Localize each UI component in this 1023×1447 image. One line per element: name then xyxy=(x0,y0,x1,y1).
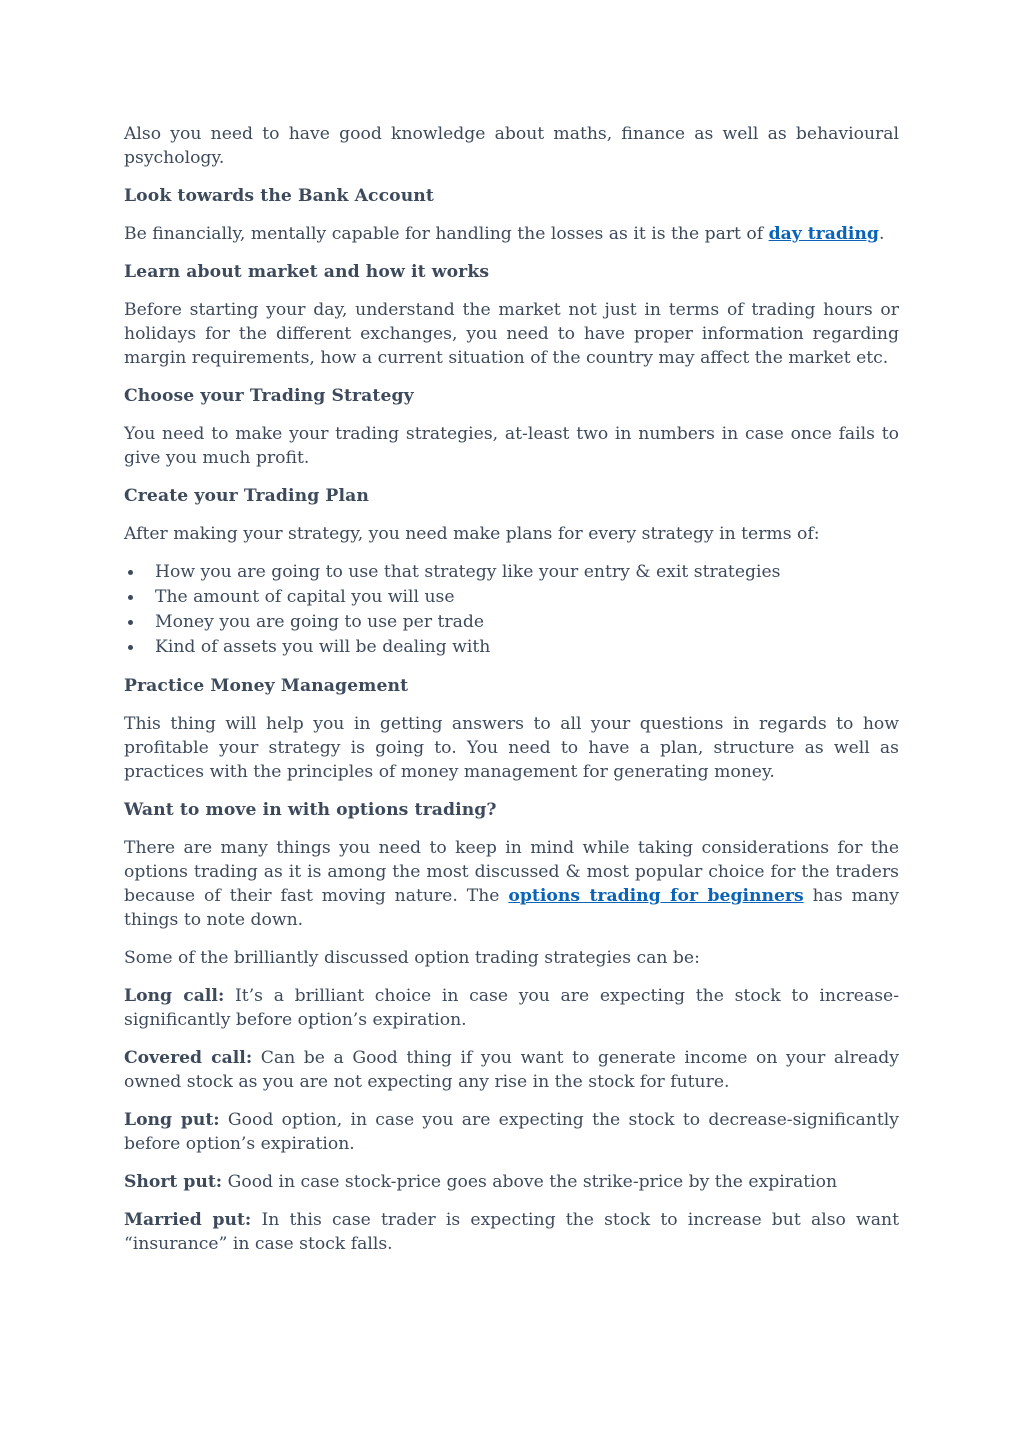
plan-bullet-list xyxy=(124,560,899,660)
list-item xyxy=(124,560,899,585)
bullet-icon xyxy=(128,620,133,625)
strategy-text: It’s a brilliant choice in case you are expecting the stock to increase-significantly before option’s expiration. xyxy=(124,986,900,1030)
strategy-married-put xyxy=(124,1208,899,1256)
strategy-label: Married put: xyxy=(124,1210,252,1230)
strategy-paragraph: You need to make your trading strategies, at-least two in numbers in case once fails to give you much profit. xyxy=(124,424,899,468)
options-text: There are many things you need to keep in mind while taking considerations for the options trading as it is among the most discussed & most popular choice for the traders because of their fast moving nature. The xyxy=(124,838,899,906)
bank-text-end: . xyxy=(878,224,885,244)
strategy-text: Good option, in case you are expecting the stock to decrease-significantly before option’s expiration. xyxy=(124,1110,899,1154)
bullet-icon xyxy=(128,645,133,650)
day-trading-link[interactable]: day trading xyxy=(768,224,879,244)
list-item-text: Kind of assets you will be dealing with xyxy=(155,637,491,657)
strategy-label: Covered call: xyxy=(124,1048,253,1068)
document-page xyxy=(124,122,899,1270)
strategy-label: Short put: xyxy=(124,1172,223,1192)
strategy-long-call xyxy=(124,984,899,1032)
strategy-text: Can be a Good thing if you want to generate income on your already owned stock as you are not expecting any rise in the stock for future. xyxy=(124,1048,899,1092)
heading-trading-strategy: Choose your Trading Strategy xyxy=(124,386,414,406)
market-paragraph: Before starting your day, understand the market not just in terms of trading hours or holidays for the different exchanges, you need to have proper information regarding margin requirements, how a current situation of the country may affect the market etc. xyxy=(124,300,899,368)
options-text-end: has many things to note down. xyxy=(124,886,900,930)
heading-money-management: Practice Money Management xyxy=(124,676,409,696)
heading-bank-account: Look towards the Bank Account xyxy=(124,186,434,206)
list-item-text: The amount of capital you will use xyxy=(155,587,455,607)
heading-learn-market: Learn about market and how it works xyxy=(124,262,490,282)
money-paragraph: This thing will help you in getting answers to all your questions in regards to how profitable your strategy is going to. You need to have a plan, structure as well as practices with the principles of money management for generating money. xyxy=(124,714,899,782)
strategy-long-put xyxy=(124,1108,899,1156)
list-item xyxy=(124,610,899,635)
strategies-lead-paragraph: Some of the brilliantly discussed option trading strategies can be: xyxy=(124,948,700,968)
strategy-text: In this case trader is expecting the stock to increase but also want “insurance” in case stock falls. xyxy=(124,1210,899,1254)
intro-paragraph: Also you need to have good knowledge about maths, finance as well as behavioural psychology. xyxy=(124,124,899,168)
bullet-icon xyxy=(128,595,133,600)
list-item xyxy=(124,585,899,610)
strategy-text: Good in case stock-price goes above the strike-price by the expiration xyxy=(222,1172,838,1192)
bank-paragraph xyxy=(124,222,899,246)
strategy-covered-call xyxy=(124,1046,899,1094)
heading-options-trading: Want to move in with options trading? xyxy=(124,800,497,820)
heading-trading-plan: Create your Trading Plan xyxy=(124,486,369,506)
list-item-text: Money you are going to use per trade xyxy=(155,612,485,632)
bullet-icon xyxy=(128,570,133,575)
plan-paragraph: After making your strategy, you need make plans for every strategy in terms of: xyxy=(124,524,820,544)
bank-text: Be financially, mentally capable for handling the losses as it is the part of xyxy=(124,224,769,244)
options-trading-beginners-link[interactable]: options trading for beginners xyxy=(508,886,804,906)
list-item xyxy=(124,635,899,660)
strategy-short-put xyxy=(124,1170,899,1194)
strategy-label: Long call: xyxy=(124,986,225,1006)
strategy-label: Long put: xyxy=(124,1110,220,1130)
options-paragraph xyxy=(124,836,899,932)
list-item-text: How you are going to use that strategy like your entry & exit strategies xyxy=(155,562,781,582)
